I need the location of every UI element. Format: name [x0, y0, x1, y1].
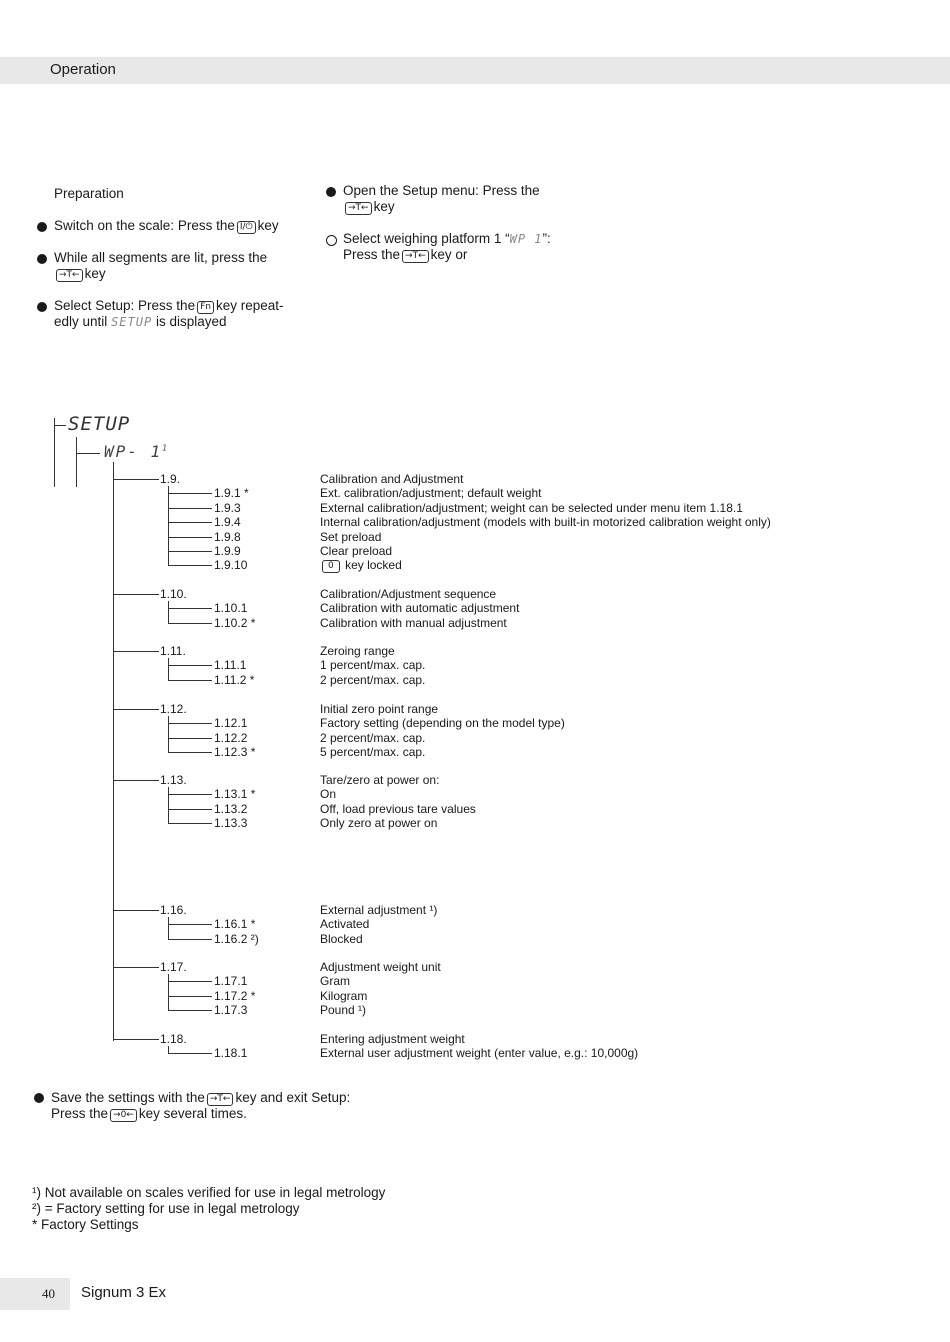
tree-branch-line	[113, 967, 159, 968]
item-code: 1.13.2	[214, 801, 248, 816]
tree-sub-line	[168, 658, 169, 680]
group-description: Zeroing range	[320, 644, 395, 658]
item-code: 1.11.2 *	[214, 672, 255, 687]
tree-leaf-line	[168, 1010, 212, 1011]
tree-leaf-line	[168, 924, 212, 925]
group-code: 1.9.	[160, 472, 181, 486]
item-code: 1.16.1 *	[214, 917, 256, 932]
tree-leaf-line	[168, 565, 212, 566]
tree-leaf-line	[168, 752, 212, 753]
zero-key-icon: 0	[322, 560, 340, 573]
item-description: Blocked	[320, 931, 363, 946]
item-code: 1.9.9	[214, 544, 241, 558]
group-code: 1.17.	[160, 960, 187, 974]
footnote-3: * Factory Settings	[32, 1217, 139, 1232]
header-band	[0, 57, 950, 84]
tree-leaf-line	[168, 680, 212, 681]
tree-line	[76, 453, 100, 454]
item-description: Set preload	[320, 529, 382, 544]
tree-leaf-line	[168, 823, 212, 824]
power-key-icon: I/⏻	[237, 221, 256, 234]
bullet-icon	[37, 302, 47, 312]
item-code: 1.10.1	[214, 601, 248, 616]
group-description: Initial zero point range	[320, 702, 439, 716]
step-select-platform: Select weighing platform 1 “WP 1”: Press the →T← key or	[343, 231, 551, 262]
item-description: 5 percent/max. cap.	[320, 745, 426, 760]
tree-leaf-line	[168, 665, 212, 666]
tare-key-icon: →T←	[402, 250, 429, 263]
group-description: Calibration and Adjustment	[320, 472, 464, 486]
bullet-icon	[326, 187, 336, 197]
wp-display-label: WP- $1^1$	[104, 442, 169, 461]
item-code: 1.9.3	[214, 500, 241, 515]
item-description: Off, load previous tare values	[320, 801, 476, 816]
item-code: 1.12.1	[214, 716, 248, 731]
tree-branch-line	[113, 910, 159, 911]
tree-leaf-line	[168, 809, 212, 810]
item-description: 2 percent/max. cap.	[320, 672, 426, 687]
item-description: Activated	[320, 917, 370, 932]
tare-key-icon: →T←	[56, 269, 83, 282]
item-description: Factory setting (depending on the model type)	[320, 716, 565, 731]
bullet-icon	[34, 1093, 44, 1103]
step-save-settings: Save the settings with the →T← key and exit Setup: Press the →0← key several times.	[51, 1090, 351, 1121]
step-switch-on: Switch on the scale: Press the I/⏻ key	[54, 218, 279, 233]
wp1-display-text: WP 1	[509, 232, 543, 246]
item-code: 1.13.1 *	[214, 787, 256, 802]
footnote-2: ²) = Factory setting for use in legal metrology	[32, 1201, 300, 1216]
group-description: Calibration/Adjustment sequence	[320, 587, 497, 601]
item-description: External user adjustment weight (enter value, e.g.: 10,000g)	[320, 1046, 639, 1061]
item-code: 1.16.2 ²)	[214, 931, 259, 946]
fn-key-icon: Fn	[197, 301, 214, 314]
tree-sub-line	[168, 716, 169, 752]
open-bullet-icon	[326, 235, 337, 246]
group-code: 1.18.	[160, 1032, 187, 1046]
tree-sub-line	[168, 1046, 169, 1053]
tree-leaf-line	[168, 623, 212, 624]
tree-line	[54, 418, 55, 487]
setup-display-text: SETUP	[111, 315, 153, 329]
item-description: Ext. calibration/adjustment; default weight	[320, 486, 542, 501]
group-code: 1.16.	[160, 903, 187, 917]
document-title: Signum 3 Ex	[81, 1284, 167, 1301]
tree-sub-line	[168, 486, 169, 565]
setup-display-label: SETUP	[68, 413, 131, 435]
item-code: 1.18.1	[214, 1046, 248, 1061]
item-description: 1 percent/max. cap.	[320, 658, 426, 673]
group-code: 1.12.	[160, 702, 187, 716]
tree-line	[76, 437, 77, 487]
group-code: 1.11.	[160, 644, 186, 658]
tree-leaf-line	[168, 508, 212, 509]
page-number: 40	[42, 1286, 55, 1301]
item-code: 1.13.3	[214, 816, 248, 831]
tree-leaf-line	[168, 493, 212, 494]
item-description: Calibration with manual adjustment	[320, 615, 507, 630]
tree-leaf-line	[168, 522, 212, 523]
item-description: Internal calibration/adjustment (models with built-in motorized calibration weight only)	[320, 515, 771, 530]
item-code: 1.9.8	[214, 529, 241, 544]
item-description: Gram	[320, 974, 350, 989]
tree-branch-line	[113, 479, 159, 480]
tree-branch-line	[113, 780, 159, 781]
group-description: Entering adjustment weight	[320, 1032, 465, 1046]
tare-key-icon: →T←	[207, 1093, 234, 1106]
item-description: Pound ¹)	[320, 1003, 367, 1018]
item-description: Clear preload	[320, 544, 393, 558]
item-description: Kilogram	[320, 988, 368, 1003]
tree-leaf-line	[168, 738, 212, 739]
item-code: 1.17.2 *	[214, 988, 256, 1003]
item-description: 2 percent/max. cap.	[320, 730, 426, 745]
tree-sub-line	[168, 601, 169, 623]
tree-branch-line	[113, 709, 159, 710]
tree-leaf-line	[168, 608, 212, 609]
item-code: 1.10.2 *	[214, 615, 256, 630]
item-code: 1.12.3 *	[214, 745, 256, 760]
tree-leaf-line	[168, 551, 212, 552]
tree-branch-line	[113, 594, 159, 595]
item-description: External calibration/adjustment; weight can be selected under menu item 1.18.1	[320, 500, 743, 515]
zero-key-icon: →0←	[110, 1109, 137, 1122]
item-code: 1.9.1 *	[214, 486, 249, 501]
step-open-setup: Open the Setup menu: Press the →T← key	[343, 183, 540, 214]
tree-sub-line	[168, 974, 169, 1010]
item-code: 1.9.4	[214, 515, 241, 530]
item-description: Only zero at power on	[320, 816, 438, 831]
item-code: 1.17.1	[214, 974, 248, 989]
tree-leaf-line	[168, 981, 212, 982]
group-description: Adjustment weight unit	[320, 960, 441, 974]
tree-leaf-line	[168, 1053, 212, 1054]
bullet-icon	[37, 222, 47, 232]
tree-leaf-line	[168, 996, 212, 997]
tree-sub-line	[168, 917, 169, 939]
tree-leaf-line	[168, 939, 212, 940]
tree-trunk-line	[113, 462, 114, 1041]
preparation-heading: Preparation	[54, 186, 124, 201]
item-description: On	[320, 787, 337, 802]
group-description: External adjustment ¹)	[320, 903, 438, 917]
step-select-setup: Select Setup: Press the Fn key repeat- edly until SETUP is displayed	[54, 298, 284, 329]
item-code: 1.12.2	[214, 730, 248, 745]
tree-leaf-line	[168, 794, 212, 795]
item-code: 1.11.1	[214, 658, 247, 673]
item-description: 0 key locked	[320, 558, 402, 573]
tree-sub-line	[168, 787, 169, 823]
item-code: 1.9.10	[214, 558, 248, 573]
tare-key-icon: →T←	[345, 202, 372, 215]
section-title: Operation	[50, 61, 116, 78]
footnote-1: ¹) Not available on scales verified for use in legal metrology	[32, 1185, 386, 1200]
tree-line	[54, 425, 66, 426]
tree-branch-line	[113, 1039, 159, 1040]
bullet-icon	[37, 254, 47, 264]
group-code: 1.10.	[160, 587, 187, 601]
item-description: Calibration with automatic adjustment	[320, 601, 520, 616]
footer-band	[0, 1278, 70, 1310]
item-code: 1.17.3	[214, 1003, 248, 1018]
group-code: 1.13.	[160, 773, 187, 787]
tree-leaf-line	[168, 537, 212, 538]
step-segments-lit: While all segments are lit, press the →T← key	[54, 250, 268, 281]
tree-leaf-line	[168, 723, 212, 724]
tree-branch-line	[113, 651, 159, 652]
group-description: Tare/zero at power on:	[320, 773, 440, 787]
